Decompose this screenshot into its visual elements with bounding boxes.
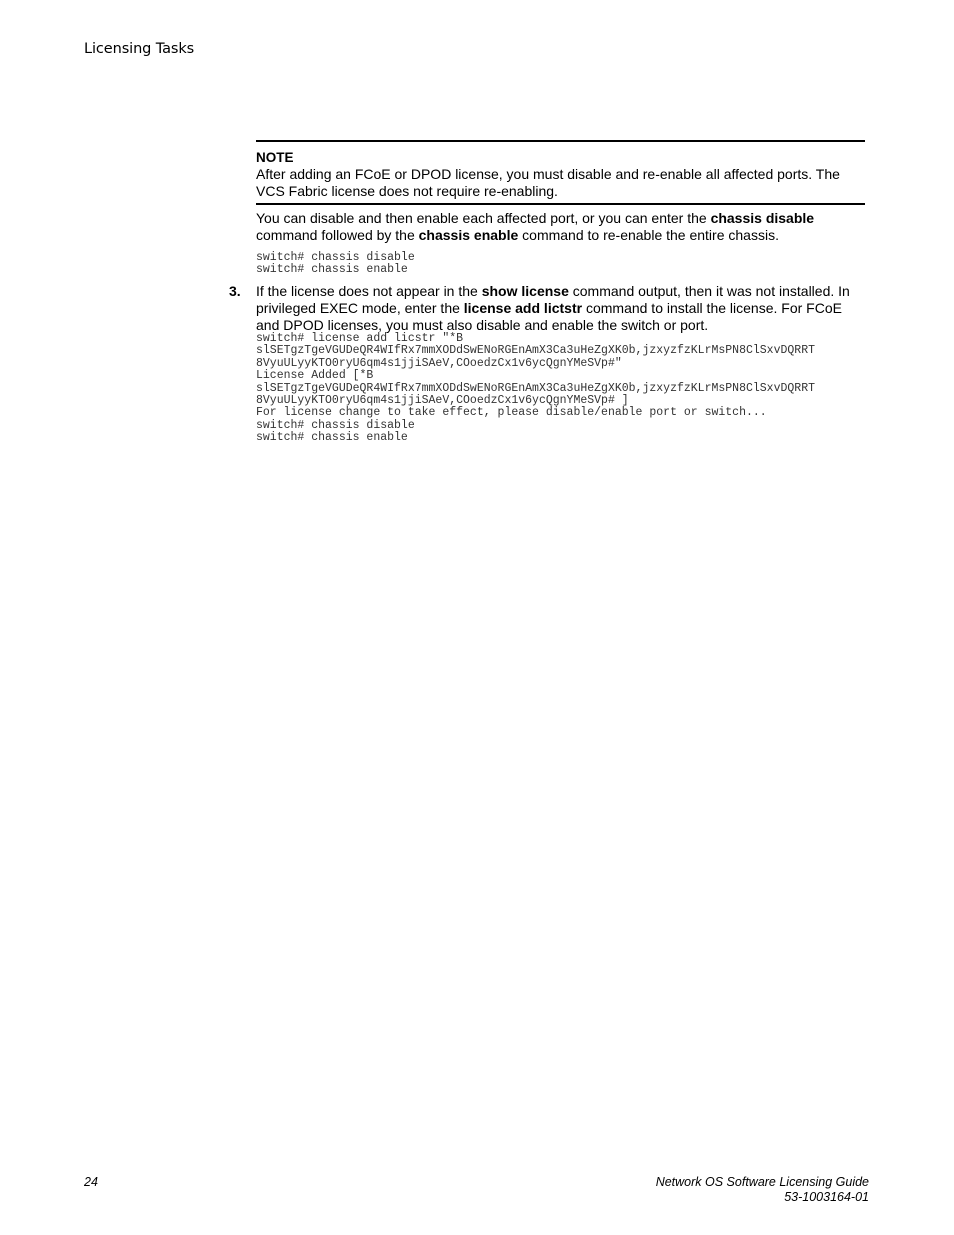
license-add-command: license add lictstr [463, 300, 583, 316]
code-line: switch# chassis disable [256, 418, 415, 432]
chassis-enable-command: chassis enable [418, 227, 519, 243]
code-line: switch# license add licstr "*B [256, 332, 464, 345]
code-line: For license change to take effect, please disable/enable port or switch... [256, 406, 767, 420]
code-block-chassis [256, 252, 896, 277]
chassis-disable-command: chassis disable [710, 210, 815, 226]
code-block-license [256, 333, 896, 445]
doc-number: 53-1003164-01 [784, 1190, 869, 1204]
para-text-1: You can disable and then enable each affected port, or you can enter the [256, 210, 711, 226]
step-text-1: If the license does not appear in the [256, 283, 482, 299]
para-text-3: command to re-enable the entire chassis. [518, 227, 779, 243]
step-text-3: command to install the license. For FCoE and DPOD licenses, you must also disable and enable the switch or port. [256, 300, 842, 333]
show-license-command: show license [481, 283, 569, 299]
step-number: 3. [229, 283, 241, 299]
step-text-2: command output, then it was not installed. In privileged EXEC mode, enter the [256, 283, 850, 316]
footer-doc-info [656, 1175, 869, 1205]
note-text: After adding an FCoE or DPOD license, you must disable and re-enable all affected ports. The VCS Fabric license does not require re-enabling. [256, 166, 840, 199]
code-line: slSETgzTgeVGUDeQR4WIfRx7mmXODdSwENoRGEnAmX3Ca3uHeZgXK0b,jzxyzfzKLrMsPN8ClSxvDQRRT [256, 344, 815, 358]
code-line: License Added [*B [256, 369, 374, 383]
page-number: 24 [84, 1175, 98, 1189]
code-line: switch# chassis disable [256, 251, 415, 264]
chassis-paragraph [256, 210, 865, 244]
running-header: Licensing Tasks [84, 41, 195, 57]
code-line: 8VyuULyyKTO0ryU6qm4s1jjiSAeV,COoedzCx1v6ycQgnYMeSVp# ] [256, 394, 629, 408]
code-line: switch# chassis enable [256, 431, 408, 445]
code-line: 8VyuULyyKTO0ryU6qm4s1jjiSAeV,COoedzCx1v6ycQgnYMeSVp#" [256, 356, 622, 370]
note-heading: NOTE [256, 150, 294, 165]
code-line: slSETgzTgeVGUDeQR4WIfRx7mmXODdSwENoRGEnAmX3Ca3uHeZgXK0b,jzxyzfzKLrMsPN8ClSxvDQRRT [256, 381, 815, 395]
code-line: switch# chassis enable [256, 263, 408, 277]
doc-title: Network OS Software Licensing Guide [655, 1175, 869, 1189]
step-3-paragraph [256, 283, 865, 334]
para-text-2: command followed by the [256, 227, 419, 243]
note-box [256, 140, 865, 205]
